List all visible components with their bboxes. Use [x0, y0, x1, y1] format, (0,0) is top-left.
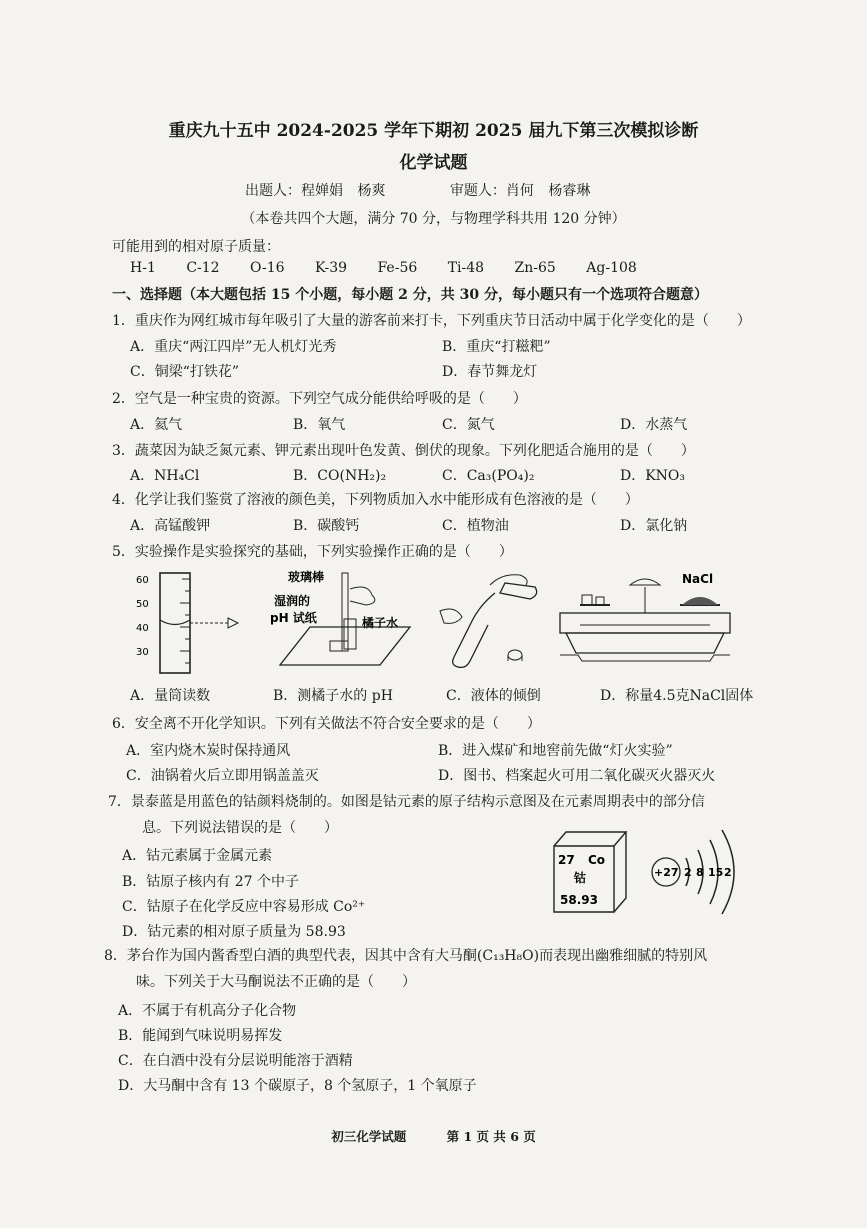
q5-option-d: D．称量4.5克NaCl固体 — [600, 688, 754, 704]
q8-option-a: A．不属于有机高分子化合物 — [118, 1003, 297, 1019]
q1-option-d: D．春节舞龙灯 — [442, 364, 538, 380]
atom-structure — [652, 830, 734, 914]
q1-option-a: A．重庆“两江四岸”无人机灯光秀 — [130, 339, 337, 355]
q4-option-c: C．植物油 — [442, 518, 509, 534]
footer-course: 初三化学试题 — [331, 1129, 407, 1144]
q6-option-a: A．室内烧木炭时保持通风 — [126, 743, 291, 759]
atomic-mass-list — [130, 260, 663, 276]
q2-option-a: A．氦气 — [130, 417, 183, 433]
q5-option-a: A．量筒读数 — [130, 688, 211, 704]
q4-option-d: D．氯化钠 — [620, 518, 688, 534]
cyl-tick-30: 30 — [136, 647, 149, 658]
footer-page: 第 1 页 共 6 页 — [446, 1129, 536, 1144]
cell-number: 27 — [558, 853, 575, 867]
atomic-mass-item: Ag-108 — [586, 260, 637, 276]
page-footer — [0, 1127, 867, 1145]
atomic-mass-intro: 可能用到的相对原子质量： — [112, 239, 280, 255]
q1-option-c: C．铜梁“打铁花” — [130, 364, 240, 380]
cell-name: 钴 — [574, 871, 587, 885]
shell-1: 2 — [684, 866, 692, 879]
q6-option-b: B．进入煤矿和地窖前先做“灯火实验” — [438, 743, 673, 759]
glass-rod-label: 玻璃棒 — [288, 570, 325, 584]
atomic-mass-item: Ti-48 — [447, 260, 485, 276]
atomic-mass-item: C-12 — [186, 260, 220, 276]
q3-option-c: C．Ca₃(PO₄)₂ — [442, 468, 535, 484]
q2-option-d: D．水蒸气 — [620, 417, 688, 433]
nucleus-charge: +27 — [654, 866, 679, 879]
q2-option-b: B．氧气 — [293, 417, 346, 433]
balance-figure — [560, 572, 730, 661]
exam-authors — [245, 180, 600, 200]
q8-option-c: C．在白酒中没有分层说明能溶于酒精 — [118, 1053, 353, 1069]
q4-option-b: B．碳酸钙 — [293, 518, 360, 534]
authors-2: 杨爽 — [357, 183, 386, 199]
cobalt-figure — [548, 820, 768, 930]
nacl-label: NaCl — [682, 572, 714, 586]
authors-label: 出题人：程婵娟 — [245, 183, 343, 199]
q7-option-c: C．钴原子在化学反应中容易形成 Co²⁺ — [122, 899, 366, 915]
juice-label: 橘子水 — [362, 616, 399, 630]
q7-option-b: B．钴原子核内有 27 个中子 — [122, 874, 300, 890]
q4-option-a: A．高锰酸钾 — [130, 518, 211, 534]
q1-stem: 1．重庆作为网红城市每年吸引了大量的游客前来打卡，下列重庆节日活动中属于化学变化的是（ ） — [112, 313, 751, 329]
q5-option-b: B．测橘子水的 pH — [273, 688, 393, 704]
pouring-figure — [440, 575, 537, 668]
q7-stem-1: 7．景泰蓝是用蓝色的钴颜料烧制的。如图是钴元素的原子结构示意图及在元素周期表中的部分信 — [108, 794, 705, 810]
q6-option-c: C．油锅着火后立即用锅盖盖灭 — [126, 768, 319, 784]
q5-figures — [110, 565, 770, 677]
q2-option-c: C．氮气 — [442, 417, 495, 433]
q6-stem: 6．安全离不开化学知识。下列有关做法不符合安全要求的是（ ） — [112, 716, 541, 732]
q2-stem: 2．空气是一种宝贵的资源。下列空气成分能供给呼吸的是（ ） — [112, 391, 527, 407]
q8-stem-2: 味。下列关于大马酮说法不正确的是（ ） — [136, 974, 416, 990]
q7-stem-2: 息。下列说法错误的是（ ） — [142, 820, 338, 836]
reviewers-label: 审题人：肖何 — [449, 183, 534, 199]
shell-3: 15 — [708, 866, 724, 879]
cyl-tick-60: 60 — [136, 575, 149, 586]
graduated-cylinder-figure — [136, 573, 238, 673]
exam-note: （本卷共四个大题，满分 70 分，与物理学科共用 120 分钟） — [241, 211, 626, 227]
atomic-mass-item: K-39 — [315, 260, 348, 276]
wet-paper-label-2: pH 试纸 — [270, 611, 317, 625]
q3-option-d: D．KNO₃ — [620, 468, 686, 484]
periodic-cell — [554, 832, 626, 912]
cell-mass: 58.93 — [560, 893, 598, 907]
shell-2: 8 — [696, 866, 704, 879]
shell-4: 2 — [724, 866, 732, 879]
q4-stem: 4．化学让我们鉴赏了溶液的颜色美，下列物质加入水中能形成有色溶液的是（ ） — [112, 492, 639, 508]
wet-paper-label-1: 湿润的 — [274, 594, 311, 608]
q7-option-a: A．钴元素属于金属元素 — [122, 848, 273, 864]
q6-option-d: D．图书、档案起火可用二氧化碳灭火器灭火 — [438, 768, 716, 784]
q3-stem: 3．蔬菜因为缺乏氮元素、钾元素出现叶色发黄、倒伏的现象。下列化肥适合施用的是（ ） — [112, 443, 695, 459]
atomic-mass-item: Zn-65 — [514, 260, 556, 276]
ph-test-figure — [270, 569, 410, 665]
atomic-mass-item: H-1 — [130, 260, 156, 276]
q8-option-b: B．能闻到气味说明易挥发 — [118, 1028, 283, 1044]
q3-option-a: A．NH₄Cl — [130, 468, 200, 484]
section-heading: 一、选择题（本大题包括 15 个小题，每小题 2 分，共 30 分，每小题只有一个选项符合题意） — [112, 287, 708, 303]
q8-option-d: D．大马酮中含有 13 个碳原子，8 个氢原子，1 个氧原子 — [118, 1078, 477, 1094]
q5-stem: 5．实验操作是实验探究的基础，下列实验操作正确的是（ ） — [112, 544, 513, 560]
q8-stem-1: 8．茅台作为国内酱香型白酒的典型代表，因其中含有大马酮(C₁₃H₈O)而表现出幽雅细腻的特别风 — [104, 948, 708, 964]
cyl-tick-40: 40 — [136, 623, 149, 634]
cyl-tick-50: 50 — [136, 599, 149, 610]
atomic-mass-item: Fe-56 — [377, 260, 418, 276]
q5-option-c: C．液体的倾倒 — [446, 688, 541, 704]
atomic-mass-item: O-16 — [250, 260, 285, 276]
exam-title: 重庆九十五中 2024-2025 学年下期初 2025 届九下第三次模拟诊断 — [168, 121, 699, 141]
q1-option-b: B．重庆“打糍粑” — [442, 339, 551, 355]
exam-subtitle: 化学试题 — [399, 153, 468, 173]
reviewers-2: 杨睿琳 — [548, 183, 591, 199]
cell-symbol: Co — [588, 853, 606, 867]
q7-option-d: D．钴元素的相对原子质量为 58.93 — [122, 924, 346, 940]
q3-option-b: B．CO(NH₂)₂ — [293, 468, 387, 484]
